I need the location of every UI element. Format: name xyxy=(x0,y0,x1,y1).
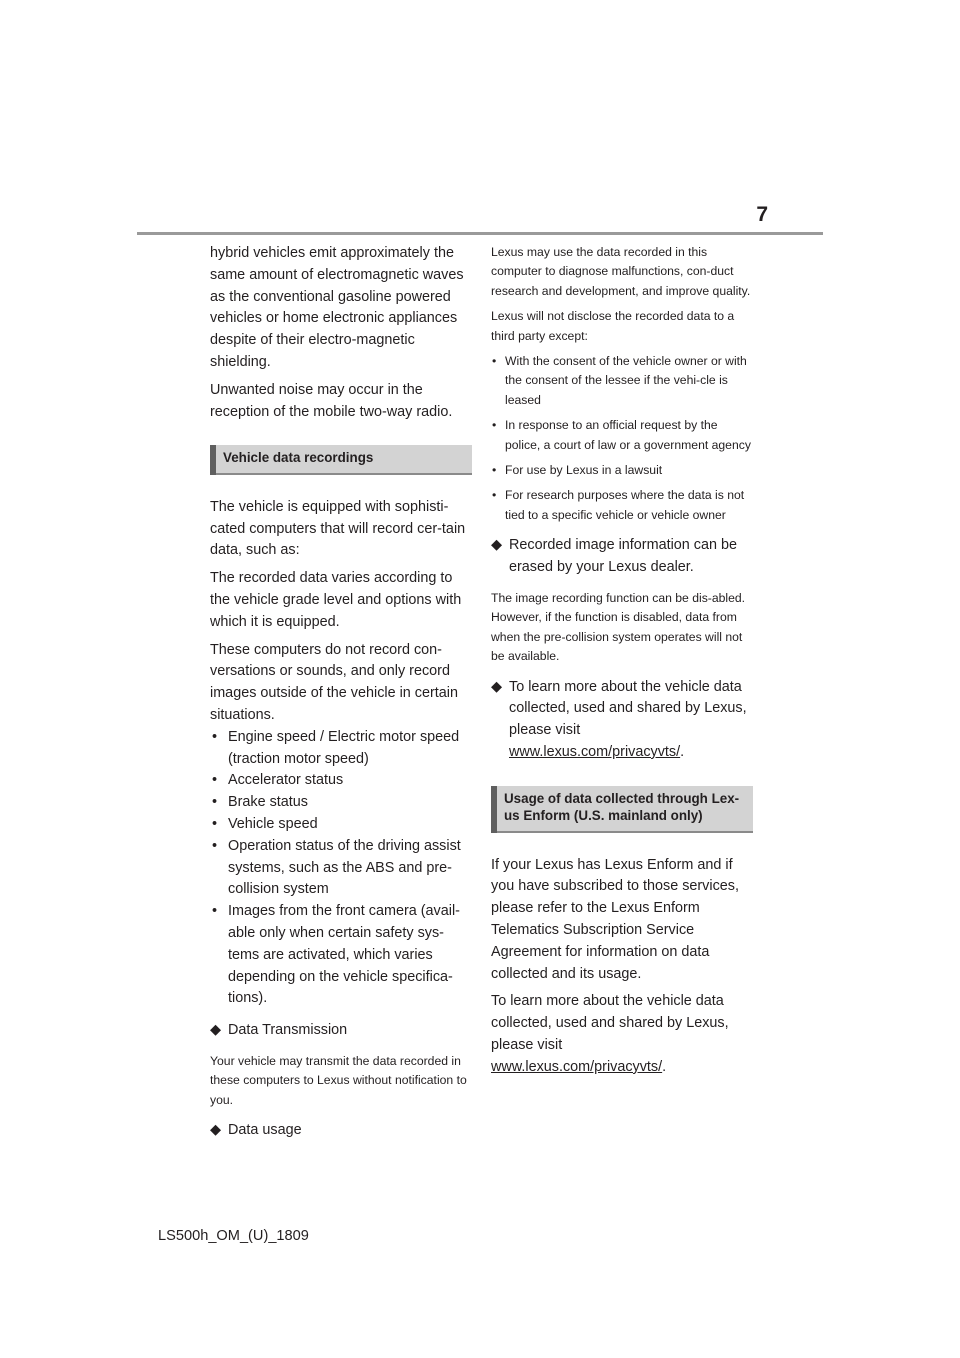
diamond-icon: ◆ xyxy=(210,1122,222,1139)
equipment-paragraph: The vehicle is equipped with sophisti-cated computers that will record cer-tain data, such as: xyxy=(210,498,466,559)
heading-accent-bar xyxy=(210,445,216,475)
list-item: • Images from the front camera (avail-able only when certain safety sys-tems are activated, which varies depending on the vehicle specifica-tions). xyxy=(210,901,472,1010)
data-usage-label: Data usage xyxy=(228,1122,302,1139)
disclosure-exceptions-list xyxy=(491,352,753,525)
privacy-link[interactable]: www.lexus.com/privacyvts/ xyxy=(491,1058,663,1075)
list-item: • Accelerator status xyxy=(210,770,472,792)
diamond-icon: ◆ xyxy=(491,678,503,695)
list-item: • With the consent of the vehicle owner or with the consent of the lessee if the vehi-cle is leased xyxy=(491,352,753,410)
list-item: • For research purposes where the data is not tied to a specific vehicle or vehicle owner xyxy=(491,486,753,525)
heading-accent-bar xyxy=(491,786,497,833)
list-item: • Vehicle speed xyxy=(210,814,472,836)
learn-more-label: To learn more about the vehicle data collected, used and shared by Lexus, please visit xyxy=(509,678,747,739)
list-item: • For use by Lexus in a lawsuit xyxy=(491,461,753,480)
recorded-data-list xyxy=(210,727,472,1010)
diamond-icon: ◆ xyxy=(210,1022,222,1039)
learn-more-paragraph-text: To learn more about the vehicle data collected, used and shared by Lexus, please visit xyxy=(491,993,729,1054)
list-item: • Engine speed / Electric motor speed (traction motor speed) xyxy=(210,727,472,771)
recording-scope-paragraph: These computers do not record con-versations or sounds, and only record images outside of the vehicle in certain situations. xyxy=(210,641,458,724)
intro-paragraph: hybrid vehicles emit approximately the same amount of electromagnetic waves as the conventional gasoline powered vehicles or home electronic appliances despite of their electro-magnetic shielding. xyxy=(210,245,464,370)
diamond-icon: ◆ xyxy=(491,537,503,554)
learn-more-paragraph xyxy=(491,991,753,1078)
list-item: • In response to an official request by the police, a court of law or a government agency xyxy=(491,416,753,455)
page-number: 7 xyxy=(756,203,768,226)
left-column xyxy=(210,243,472,1152)
list-item: • Brake status xyxy=(210,792,472,814)
grade-paragraph: The recorded data varies according to the vehicle grade level and options with which it is equipped. xyxy=(210,570,462,630)
data-transmission-label: Data Transmission xyxy=(228,1022,348,1039)
right-column xyxy=(491,243,753,1085)
data-transmission-heading xyxy=(210,1020,472,1042)
period: . xyxy=(662,1058,667,1075)
period: . xyxy=(680,743,685,760)
usage-text: Lexus may use the data recorded in this computer to diagnose malfunctions, con-duct research and development, and improve quality. xyxy=(491,245,751,298)
learn-more-heading xyxy=(491,677,753,764)
privacy-link[interactable]: www.lexus.com/privacyvts/ xyxy=(509,743,681,760)
section-heading-vehicle-data xyxy=(210,445,472,475)
list-item: • Operation status of the driving assist systems, such as the ABS and pre-collision system xyxy=(210,836,472,901)
data-usage-heading xyxy=(210,1120,472,1142)
erase-label: Recorded image information can be erased by your Lexus dealer. xyxy=(509,537,737,576)
header-rule xyxy=(137,232,823,235)
erase-heading xyxy=(491,535,753,579)
erase-text: The image recording function can be dis-abled. However, if the function is disabled, data from when the pre-collision system operates will not be available. xyxy=(491,590,746,664)
footer-document-code: LS500h_OM_(U)_1809 xyxy=(158,1228,309,1244)
section-heading-enform xyxy=(491,786,753,833)
disclosure-text: Lexus will not disclose the recorded data to a third party except: xyxy=(491,309,735,343)
section-heading-text: Usage of data collected through Lex-us Enform (U.S. mainland only) xyxy=(504,790,740,824)
data-transmission-text: Your vehicle may transmit the data recorded in these computers to Lexus without notification to you. xyxy=(210,1054,467,1107)
enform-paragraph: If your Lexus has Lexus Enform and if you have subscribed to those services, please refer to the Lexus Enform Telematics Subscription Service Agreement for information on data collected and its usage. xyxy=(491,856,739,982)
section-heading-text: Vehicle data recordings xyxy=(223,450,374,466)
noise-paragraph: Unwanted noise may occur in the reception of the mobile two-way radio. xyxy=(210,381,453,420)
